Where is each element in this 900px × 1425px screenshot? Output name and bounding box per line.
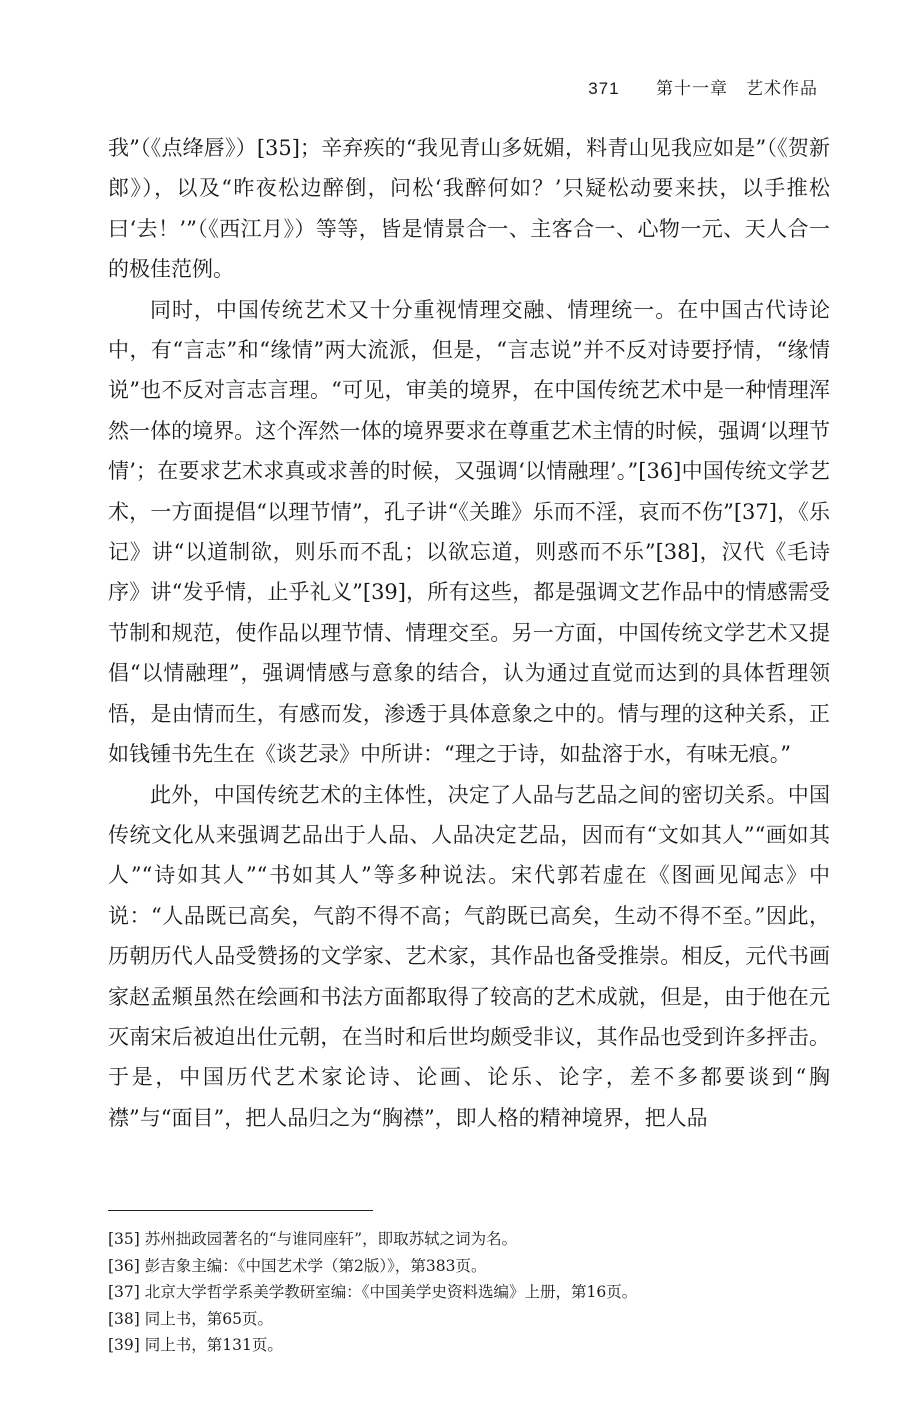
paragraph: 此外，中国传统艺术的主体性，决定了人品与艺品之间的密切关系。中国传统文化从来强调艺品出于人品、人品决定艺品，因而有“文如其人”“画如其人”“诗如其人”“书如其人”等多种说法。宋代郭若虚在《图画见闻志》中说：“人品既已高矣，气韵不得不高；气韵既已高矣，生动不得不至。”因此，历朝历代人品受赞扬的文学家、艺术家，其作品也备受推崇。相反，元代书画家赵孟頫虽然在绘画和书法方面都取得了较高的艺术成就，但是，由于他在元灭南宋后被迫出仕元朝，在当时和后世均颇受非议，其作品也受到许多抨击。于是，中国历代艺术家论诗、论画、论乐、论字，差不多都要谈到“胸襟”与“面目”，把人品归之为“胸襟”，即人格的精神境界，把人品 (108, 782, 830, 1130)
paragraph-continued: 我”（《点绛唇》）[35]；辛弃疾的“我见青山多妩媚，料青山见我应如是”（《贺新郎》），以及“昨夜松边醉倒，问松‘我醉何如？’只疑松动要来扶，以手推松曰‘去！’”（《西江月》）等等，皆是情景合一、主客合一、心物一元、天人合一的极佳范例。 (108, 136, 830, 282)
footnote-divider (108, 1210, 373, 1211)
footnote: [38] 同上书，第65页。 (108, 1309, 273, 1328)
running-header (588, 74, 818, 99)
footnote: [35] 苏州拙政园著名的“与谁同座轩”，即取苏轼之词为名。 (108, 1230, 518, 1248)
body-text (108, 128, 830, 1138)
page-number: 371 (588, 79, 620, 98)
footnote: [39] 同上书，第131页。 (108, 1336, 283, 1354)
footnote: [36] 彭吉象主编：《中国艺术学（第2版）》，第383页。 (108, 1256, 487, 1275)
chapter-title: 第十一章 艺术作品 (656, 79, 818, 99)
footnote: [37] 北京大学哲学系美学教研室编：《中国美学史资料选编》上册，第16页。 (108, 1283, 638, 1301)
paragraph: 同时，中国传统艺术又十分重视情理交融、情理统一。在中国古代诗论中，有“言志”和“缘情”两大流派，但是，“言志说”并不反对诗要抒情，“缘情说”也不反对言志言理。“可见，审美的境界，在中国传统艺术中是一种情理浑然一体的境界。这个浑然一体的境界要求在尊重艺术主情的时候，强调‘以理节情’；在要求艺术求真或求善的时候，又强调‘以情融理’。”[36]中国传统文学艺术，一方面提倡“以理节情”，孔子讲“《关雎》乐而不淫，哀而不伤”[37]，《乐记》讲“以道制欲，则乐而不乱；以欲忘道，则惑而不乐”[38]，汉代《毛诗序》讲“发乎情，止乎礼义”[39]，所有这些，都是强调文艺作品中的情感需受节制和规范，使作品以理节情、情理交至。另一方面，中国传统文学艺术又提倡“以情融理”，强调情感与意象的结合，认为通过直觉而达到的具体哲理领悟，是由情而生，有感而发，渗透于具体意象之中的。情与理的这种关系，正如钱锺书先生在《谈艺录》中所讲：“理之于诗，如盐溶于水，有味无痕。” (108, 297, 830, 767)
footnotes (108, 1226, 830, 1359)
